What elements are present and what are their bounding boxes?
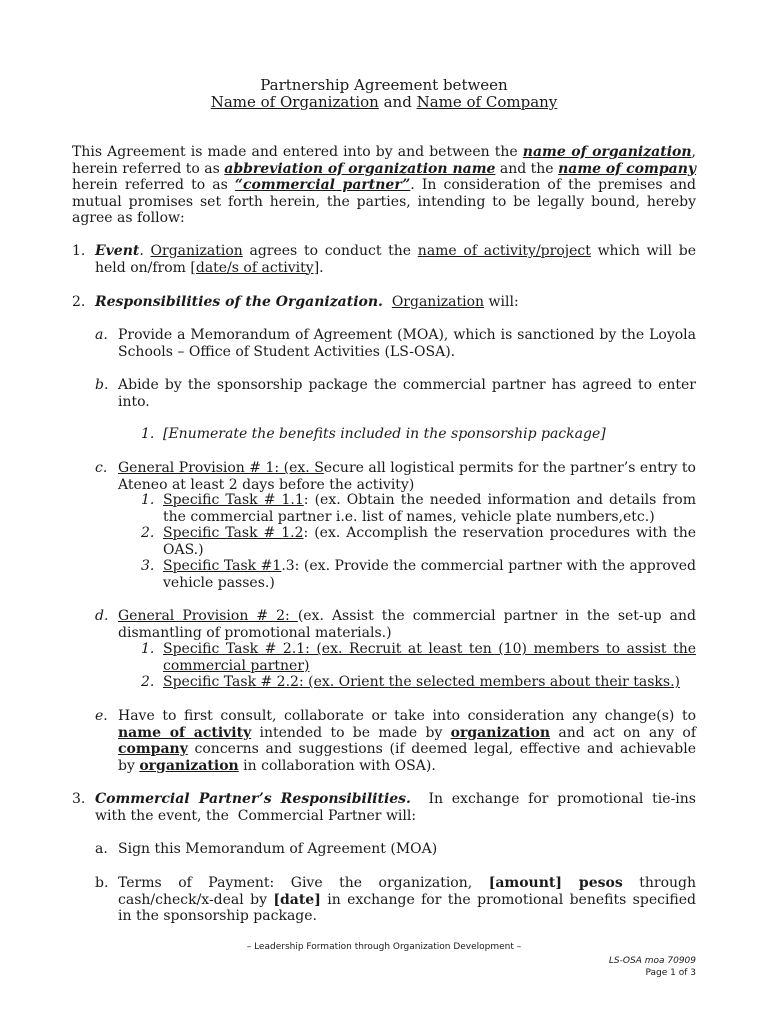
- item-2d-task2-text: Specific Task # 2.2: (ex. Orient the selected members about their tasks.): [163, 674, 680, 690]
- title-line-2: Name of Organization and Name of Company: [210, 93, 558, 111]
- item-3a-text: Sign this Memorandum of Agreement (MOA): [118, 841, 438, 857]
- section-1-text: Event. Organization agrees to conduct the name of activity/project which will be held on/from [date/s of activity].: [95, 243, 696, 276]
- item-2c-task3-text: Specific Task #1.3: (ex. Provide the commercial partner with the approved vehicle passes.): [163, 558, 696, 591]
- item-2c-text: General Provision # 1: (ex. Secure all logistical permits for the partner’s entry to Ateneo at least 2 days before the activity): [118, 460, 696, 493]
- item-2c-task2-number: 2.: [141, 525, 155, 541]
- title-org: Name of Organization: [210, 93, 379, 111]
- footer-page-number: Page 1 of 3: [645, 968, 696, 978]
- item-3b-letter: b.: [95, 875, 109, 891]
- item-2e-text: Have to first consult, collaborate or take into consideration any change(s) to name of activity intended to be made by organization and act on any of company concerns and suggestions (if deemed legal, effective and achievable by organization in collaboration with OSA).: [118, 708, 697, 774]
- section-2-heading-line: Responsibilities of the Organization. Organization will:: [95, 294, 519, 310]
- item-3a-letter: a.: [95, 841, 108, 857]
- item-2c-task3-number: 3.: [141, 558, 155, 574]
- intro-commercial-partner: “commercial partner”: [234, 177, 411, 193]
- section-1-heading: Event: [95, 243, 140, 259]
- item-2b-text: Abide by the sponsorship package the commercial partner has agreed to enter into.: [118, 377, 696, 410]
- item-2e-letter: e.: [95, 708, 108, 724]
- item-2d-task2-number: 2.: [141, 674, 155, 690]
- section-2-number: 2.: [72, 294, 86, 310]
- section-2-heading: Responsibilities of the Organization.: [95, 294, 383, 310]
- intro-abbr-org: abbreviation of organization name: [224, 160, 496, 177]
- item-3b-text: Terms of Payment: Give the organization, [amount] pesos through cash/check/x-deal by [date] in exchange for the promotional benefits specified in the sponsorship package.: [118, 875, 697, 924]
- item-2c-task1-number: 1.: [141, 492, 155, 508]
- item-2c-task1-text: Specific Task # 1.1: (ex. Obtain the needed information and details from the commercial partner i.e. list of names, vehicle plate numbers,etc.): [163, 492, 696, 525]
- section-1-number: 1.: [72, 243, 86, 259]
- item-2a-letter: a.: [95, 327, 108, 343]
- item-2d-letter: d.: [95, 608, 109, 624]
- title-company: Name of Company: [416, 93, 558, 111]
- intro-paragraph: This Agreement is made and entered into by and between the name of organization, herein referred to as abbreviation of organization name and the name of company herein referred to as “commercial partner”. In consideration of the premises and mutual promises set forth herein, the parties, intending to be legally bound, hereby agree as follow:: [72, 144, 697, 226]
- item-2b-letter: b.: [95, 377, 109, 393]
- intro-name-company: name of company: [558, 160, 697, 177]
- item-2b-sub1-number: 1.: [141, 426, 155, 442]
- section-3-heading: Commercial Partner’s Responsibilities.: [95, 791, 411, 807]
- item-2c-letter: c.: [95, 460, 108, 476]
- section-3-text: Commercial Partner’s Responsibilities. In exchange for promotional tie-ins with the event, the Commercial Partner will:: [95, 791, 701, 824]
- item-2b-sub1-text: [Enumerate the benefits included in the sponsorship package]: [163, 426, 606, 442]
- footer-motto: – Leadership Formation through Organization Development –: [246, 942, 522, 952]
- title-line-1: Partnership Agreement between: [260, 76, 508, 94]
- item-2c-task2-text: Specific Task # 1.2: (ex. Accomplish the reservation procedures with the OAS.): [163, 525, 696, 558]
- intro-name-org: name of organization: [522, 144, 692, 160]
- section-3-number: 3.: [72, 791, 86, 807]
- footer-reference: LS-OSA moa 70909: [608, 956, 696, 966]
- item-2d-task1-text: Specific Task # 2.1: (ex. Recruit at least ten (10) members to assist the commercial partner): [163, 641, 696, 674]
- item-2d-text: General Provision # 2: (ex. Assist the commercial partner in the set-up and dismantling of promotional materials.): [118, 608, 696, 641]
- item-2d-task1-number: 1.: [141, 641, 155, 657]
- item-2a-text: Provide a Memorandum of Agreement (MOA), which is sanctioned by the Loyola Schools – Office of Student Activities (LS-OSA).: [118, 327, 696, 360]
